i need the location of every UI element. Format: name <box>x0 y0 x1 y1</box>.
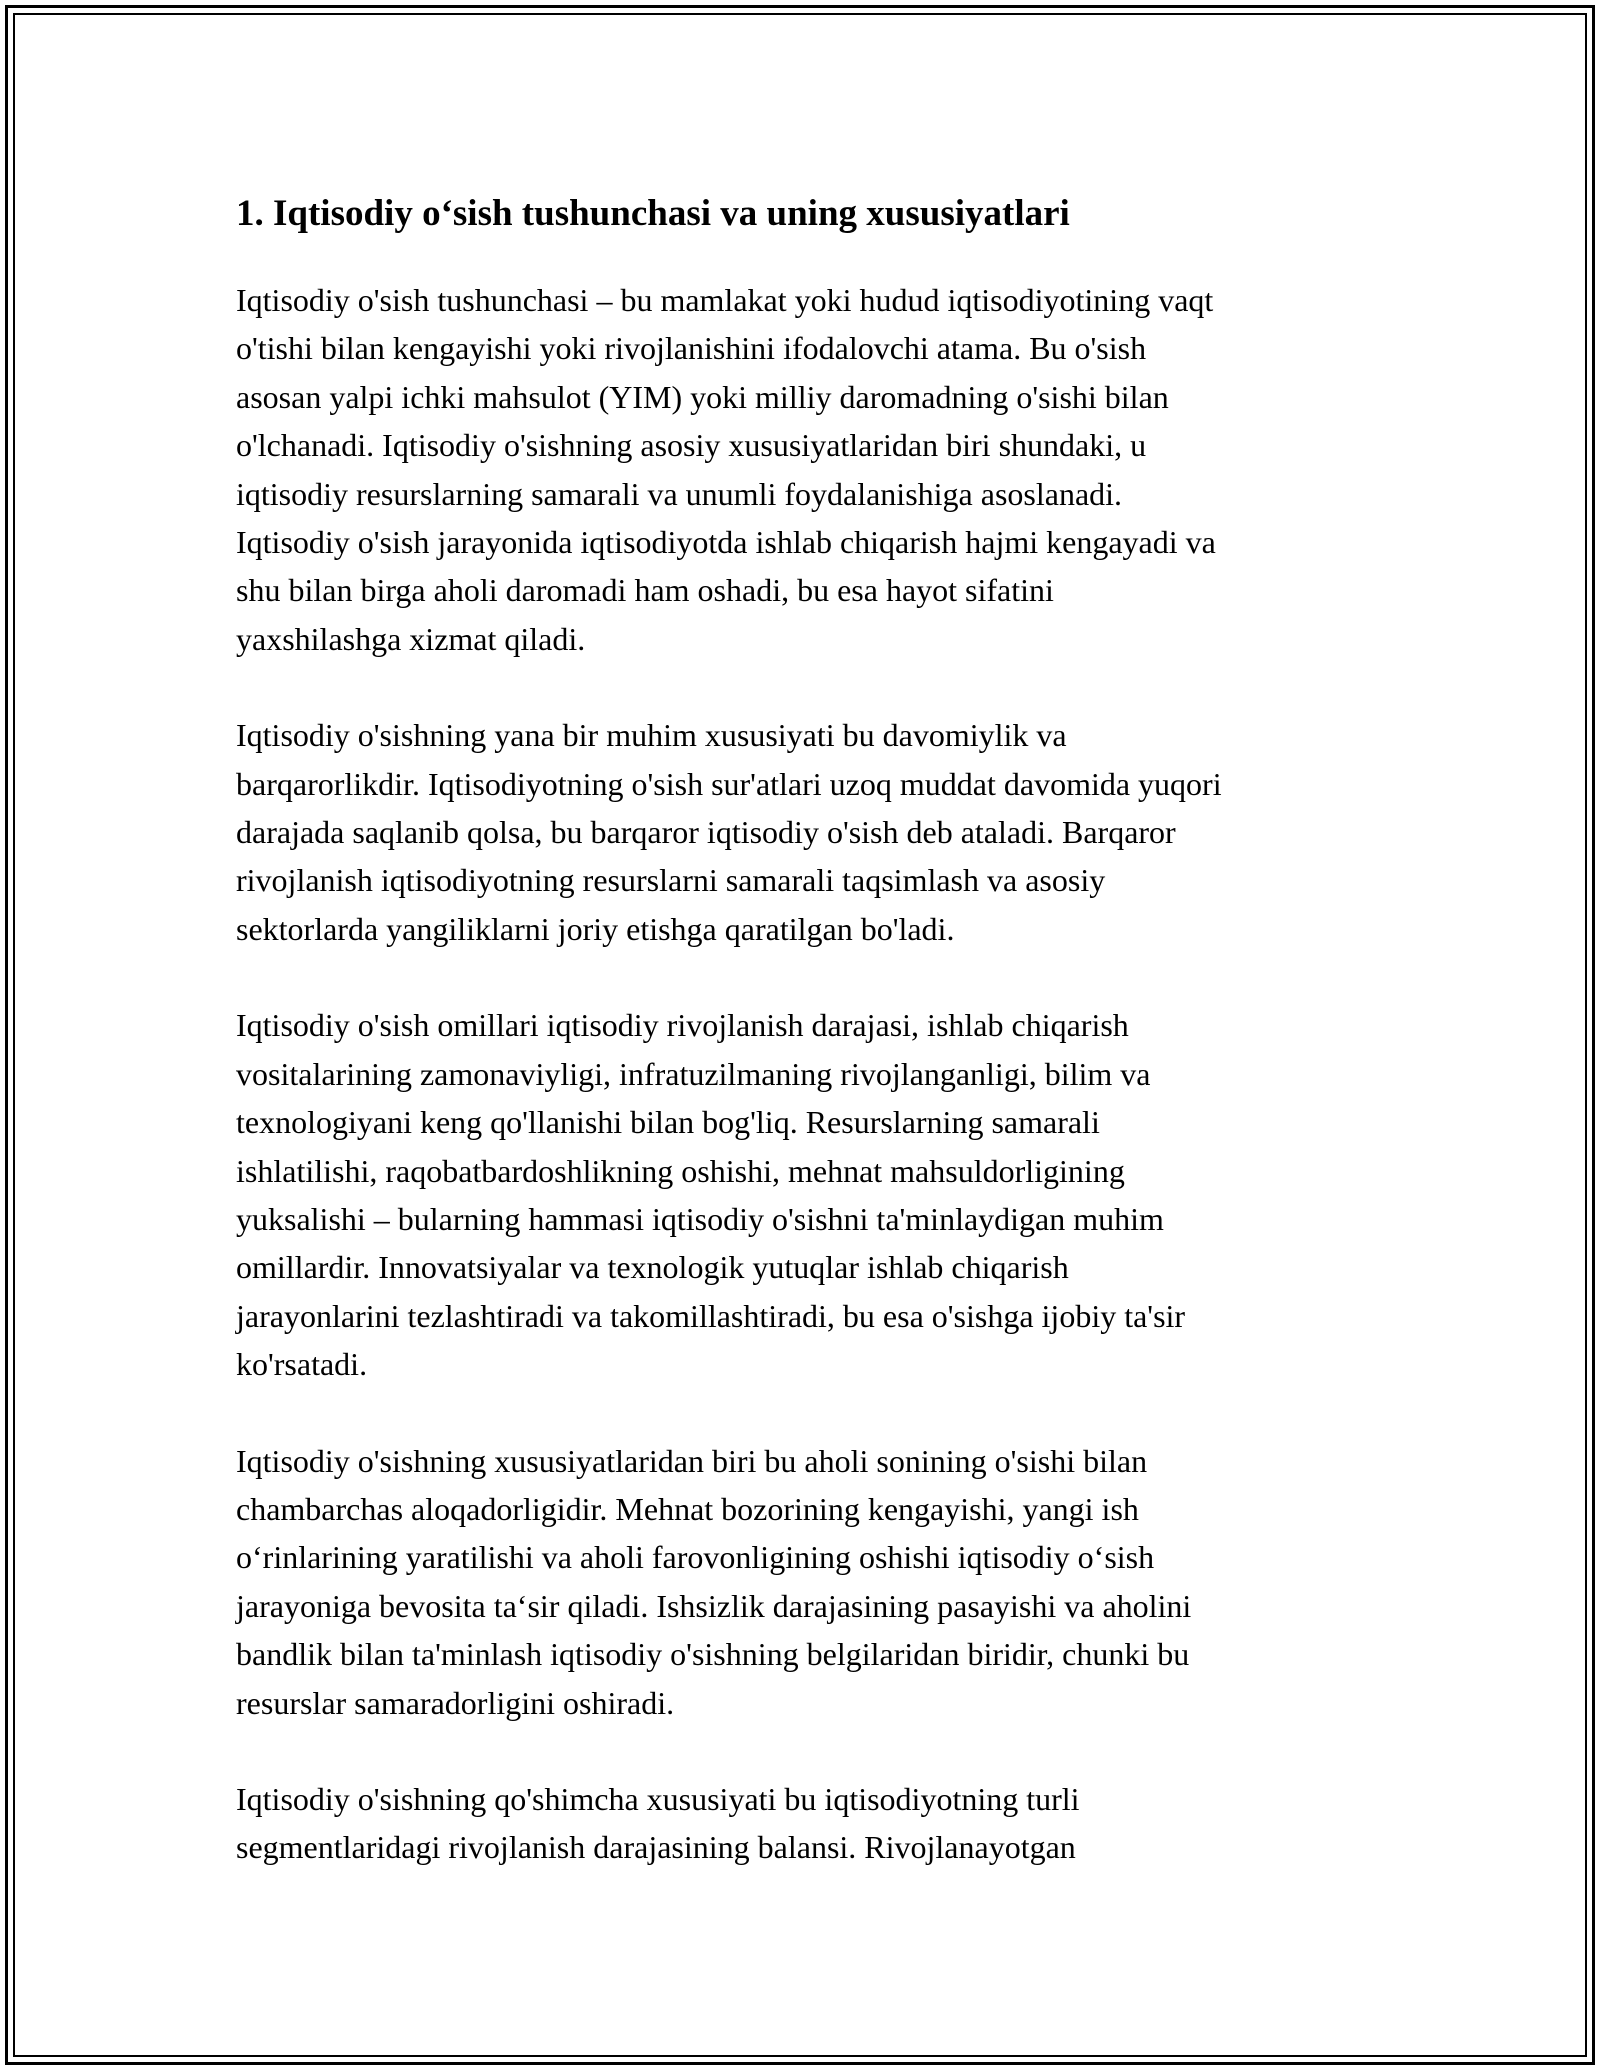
text-line: ishlatilishi, raqobatbardoshlikning oshishi, mehnat mahsuldorligining <box>236 1152 1125 1189</box>
text-line: o‘rinlarining yaratilishi va aholi farovonligining oshishi iqtisodiy o‘sish <box>236 1539 1155 1576</box>
text-line: Iqtisodiy o'sish tushunchasi – bu mamlakat yoki hudud iqtisodiyotining vaqt <box>236 282 1214 318</box>
text-line: texnologiyani keng qo'llanishi bilan bog'liq. Resurslarning samarali <box>236 1104 1100 1141</box>
text-line: shu bilan birga aholi daromadi ham oshadi, bu esa hayot sifatini <box>236 572 1054 609</box>
text-line: Iqtisodiy o'sishning yana bir muhim xususiyati bu davomiylik va <box>236 717 1067 754</box>
paragraph-3 <box>236 1001 1376 1388</box>
paragraph-2 <box>236 711 1376 953</box>
text-line: Iqtisodiy o'sish jarayonida iqtisodiyotda ishlab chiqarish hajmi kengayadi va <box>236 524 1216 561</box>
text-line: o'tishi bilan kengayishi yoki rivojlanishini ifodalovchi atama. Bu o'sish <box>236 330 1147 367</box>
text-line: segmentlaridagi rivojlanish darajasining balansi. Rivojlanayotgan <box>236 1829 1076 1866</box>
text-line: chambarchas aloqadorligidir. Mehnat bozorining kengayishi, yangi ish <box>236 1490 1139 1527</box>
text-line: bandlik bilan ta'minlash iqtisodiy o'sishning belgilaridan biridir, chunki bu <box>236 1636 1190 1673</box>
section-title: 1. Iqtisodiy o‘sish tushunchasi va uning xususiyatlari <box>236 193 1070 234</box>
text-line: rivojlanish iqtisodiyotning resurslarni samarali taqsimlash va asosiy <box>236 862 1106 899</box>
text-line: ko'rsatadi. <box>236 1346 368 1383</box>
document-body <box>236 186 1376 1920</box>
text-line: vositalarining zamonaviyligi, infratuzilmaning rivojlanganligi, bilim va <box>236 1055 1151 1092</box>
text-line: sektorlarda yangiliklarni joriy etishga qaratilgan bo'ladi. <box>236 910 955 947</box>
text-line: barqarorlikdir. Iqtisodiyotning o'sish sur'atlari uzoq muddat davomida yuqori <box>236 765 1222 802</box>
text-line: jarayonlarini tezlashtiradi va takomillashtiradi, bu esa o'sishga ijobiy ta'sir <box>236 1297 1186 1334</box>
text-line: resurslar samaradorligini oshiradi. <box>236 1684 675 1721</box>
text-line: darajada saqlanib qolsa, bu barqaror iqtisodiy o'sish deb ataladi. Barqaror <box>236 814 1176 851</box>
text-line: iqtisodiy resurslarning samarali va unumli foydalanishiga asoslanadi. <box>236 475 1123 512</box>
text-line: omillardir. Innovatsiyalar va texnologik yutuqlar ishlab chiqarish <box>236 1249 1069 1286</box>
text-line: o'lchanadi. Iqtisodiy o'sishning asosiy xususiyatlaridan biri shundaki, u <box>236 427 1147 464</box>
paragraph-1 <box>236 276 1376 663</box>
text-line: Iqtisodiy o'sishning xususiyatlaridan biri bu aholi sonining o'sishi bilan <box>236 1442 1148 1479</box>
text-line: yuksalishi – bularning hammasi iqtisodiy o'sishni ta'minlaydigan muhim <box>236 1200 1164 1237</box>
text-line: Iqtisodiy o'sishning qo'shimcha xususiyati bu iqtisodiyotning turli <box>236 1780 1080 1817</box>
paragraph-5 <box>236 1775 1376 1872</box>
text-line: yaxshilashga xizmat qiladi. <box>236 620 586 657</box>
text-line: Iqtisodiy o'sish omillari iqtisodiy rivojlanish darajasi, ishlab chiqarish <box>236 1007 1129 1044</box>
text-line: asosan yalpi ichki mahsulot (YIM) yoki milliy daromadning o'sishi bilan <box>236 378 1169 415</box>
paragraph-4 <box>236 1437 1376 1727</box>
text-line: jarayoniga bevosita ta‘sir qiladi. Ishsizlik darajasining pasayishi va aholini <box>236 1587 1192 1624</box>
